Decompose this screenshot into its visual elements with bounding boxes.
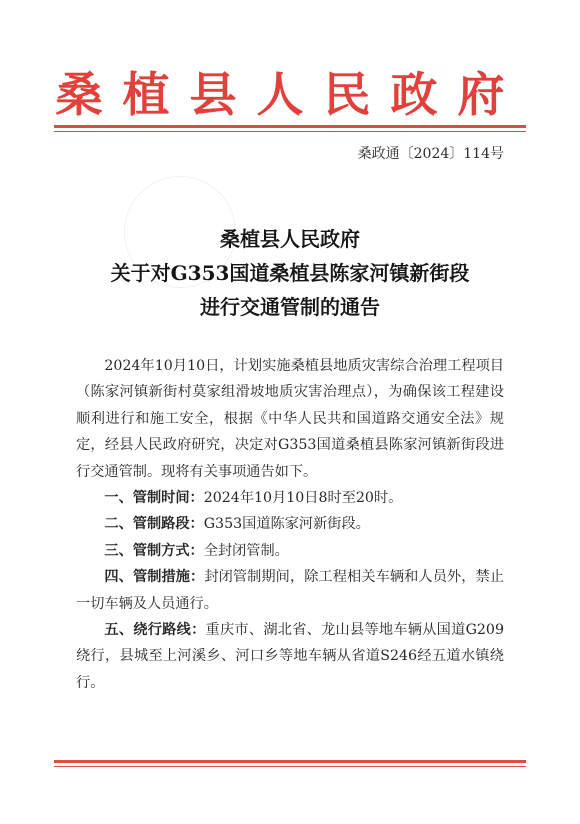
item-4	[76, 564, 504, 617]
item-4-text: 封闭管制期间，除工程相关车辆和人员外，禁止一切车辆及人员通行。	[76, 569, 504, 612]
item-3-label: 三、管制方式：	[104, 542, 204, 559]
item-3-text: 全封闭管制。	[203, 542, 289, 559]
item-1-text: 2024年10月10日8时至20时。	[203, 490, 403, 507]
item-1-label: 一、管制时间：	[104, 490, 204, 507]
item-2	[76, 511, 504, 537]
header-red-rule-thick	[54, 125, 526, 128]
item-5-text: 重庆市、湖北省、龙山县等地车辆从国道G209绕行，县城至上河溪乡、河口乡等地车辆从省道S246经五道水镇绕行。	[76, 622, 504, 691]
item-2-label: 二、管制路段：	[104, 516, 204, 533]
notice-title	[0, 222, 580, 324]
document-number: 桑政通〔2024〕114号	[357, 146, 504, 162]
item-2-text: G353国道陈家河新街段。	[203, 516, 370, 533]
footer-red-rule-thin	[54, 766, 526, 767]
footer-red-rule-thick	[54, 760, 526, 763]
masthead-title: 桑植县人民政府	[55, 68, 525, 123]
item-4-label: 四、管制措施：	[104, 569, 205, 586]
header-red-rule-thin	[54, 131, 526, 132]
title-line-3: 进行交通管制的通告	[200, 295, 380, 319]
title-line-1: 桑植县人民政府	[220, 227, 360, 251]
item-1	[76, 485, 504, 511]
item-5-label: 五、绕行路线：	[104, 622, 206, 639]
title-line-2: 关于对G353国道桑植县陈家河镇新街段	[110, 261, 470, 285]
item-3	[76, 538, 504, 564]
intro-paragraph: 2024年10月10日，计划实施桑植县地质灾害综合治理工程项目（陈家河镇新街村莫家组滑坡地质灾害治理点），为确保该工程建设顺利进行和施工安全，根据《中华人民共和国道路交通安全法》规定，经县人民政府研究，决定对G353国道桑植县陈家河镇新街段进行交通管制。现将有关事项通告如下。	[76, 358, 504, 480]
notice-body	[76, 353, 504, 696]
item-5	[76, 617, 504, 696]
